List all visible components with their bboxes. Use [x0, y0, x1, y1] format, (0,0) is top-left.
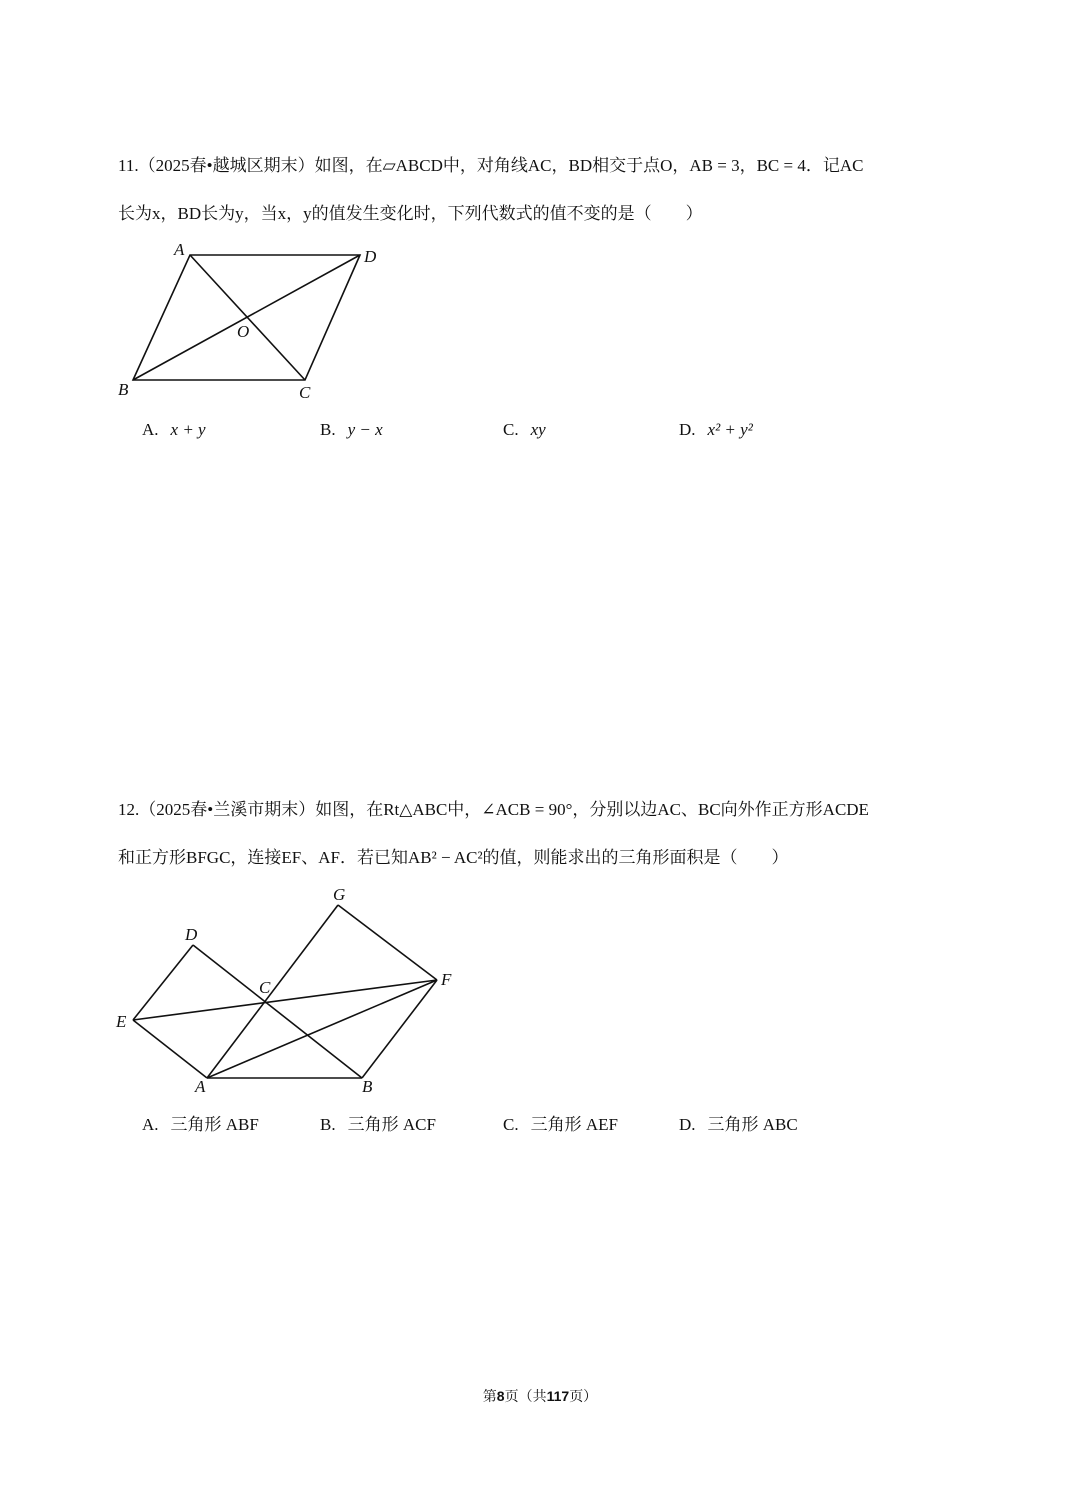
- option-text: x² + y²: [707, 420, 753, 439]
- option-text: 三角形 ACF: [347, 1115, 436, 1134]
- option-letter: C.: [503, 1115, 519, 1134]
- q11-option-b[interactable]: [320, 420, 383, 440]
- page-footer: [0, 1386, 1080, 1406]
- footer-mid: 页（共: [504, 1388, 547, 1404]
- option-letter: D.: [679, 420, 696, 439]
- q12-option-d[interactable]: [679, 1110, 798, 1135]
- q11-stem-line1: 11.（2025春•越城区期末）如图，在▱ABCD中，对角线AC，BD相交于点O，AB = 3，BC = 4．记AC: [118, 156, 864, 175]
- option-letter: D.: [679, 1115, 696, 1134]
- option-letter: A.: [142, 1115, 159, 1134]
- option-text: x + y: [170, 420, 206, 439]
- q12-option-a[interactable]: [142, 1110, 259, 1135]
- q12-option-c[interactable]: [503, 1110, 618, 1135]
- q12-option-b[interactable]: [320, 1110, 436, 1135]
- label-a: A: [195, 1077, 206, 1096]
- q12-stem-line2: 和正方形BFGC，连接EF、AF．若已知AB² − AC²的值，则能求出的三角形面积是（ ）: [118, 848, 789, 867]
- option-letter: B.: [320, 420, 336, 439]
- option-letter: B.: [320, 1115, 336, 1134]
- label-d: D: [364, 247, 377, 266]
- option-letter: C.: [503, 420, 519, 439]
- diagonal-bd: [133, 255, 360, 380]
- label-e: E: [116, 1012, 127, 1031]
- label-d: D: [185, 925, 198, 944]
- q11-option-d[interactable]: [679, 420, 753, 440]
- footer-suffix: 页）: [569, 1388, 598, 1404]
- label-b: B: [118, 380, 129, 399]
- q12-squares-figure: [133, 905, 437, 1078]
- label-f: F: [441, 970, 452, 989]
- label-a: A: [174, 240, 185, 259]
- option-text: y − x: [347, 420, 383, 439]
- label-g: G: [333, 885, 346, 904]
- label-c: C: [259, 978, 271, 997]
- label-o: O: [237, 322, 250, 341]
- option-text: xy: [530, 420, 546, 439]
- q12-stem-line1: 12.（2025春•兰溪市期末）如图，在Rt△ABC中，∠ACB = 90°，分别以边AC、BC向外作正方形ACDE: [118, 800, 869, 819]
- footer-prefix: 第: [482, 1388, 497, 1404]
- q11-stem-line2: 长为x，BD长为y，当x，y的值发生变化时，下列代数式的值不变的是（ ）: [118, 204, 703, 223]
- label-b: B: [362, 1077, 373, 1096]
- option-text: 三角形 ABC: [707, 1115, 798, 1134]
- label-c: C: [299, 383, 311, 402]
- option-text: 三角形 AEF: [530, 1115, 618, 1134]
- page-number: 8: [496, 1388, 505, 1404]
- q11-option-c[interactable]: [503, 420, 546, 440]
- q11-option-a[interactable]: [142, 420, 206, 440]
- option-letter: A.: [142, 420, 159, 439]
- q11-parallelogram-figure: [133, 255, 360, 380]
- option-text: 三角形 ABF: [170, 1115, 259, 1134]
- total-pages: 117: [546, 1388, 570, 1404]
